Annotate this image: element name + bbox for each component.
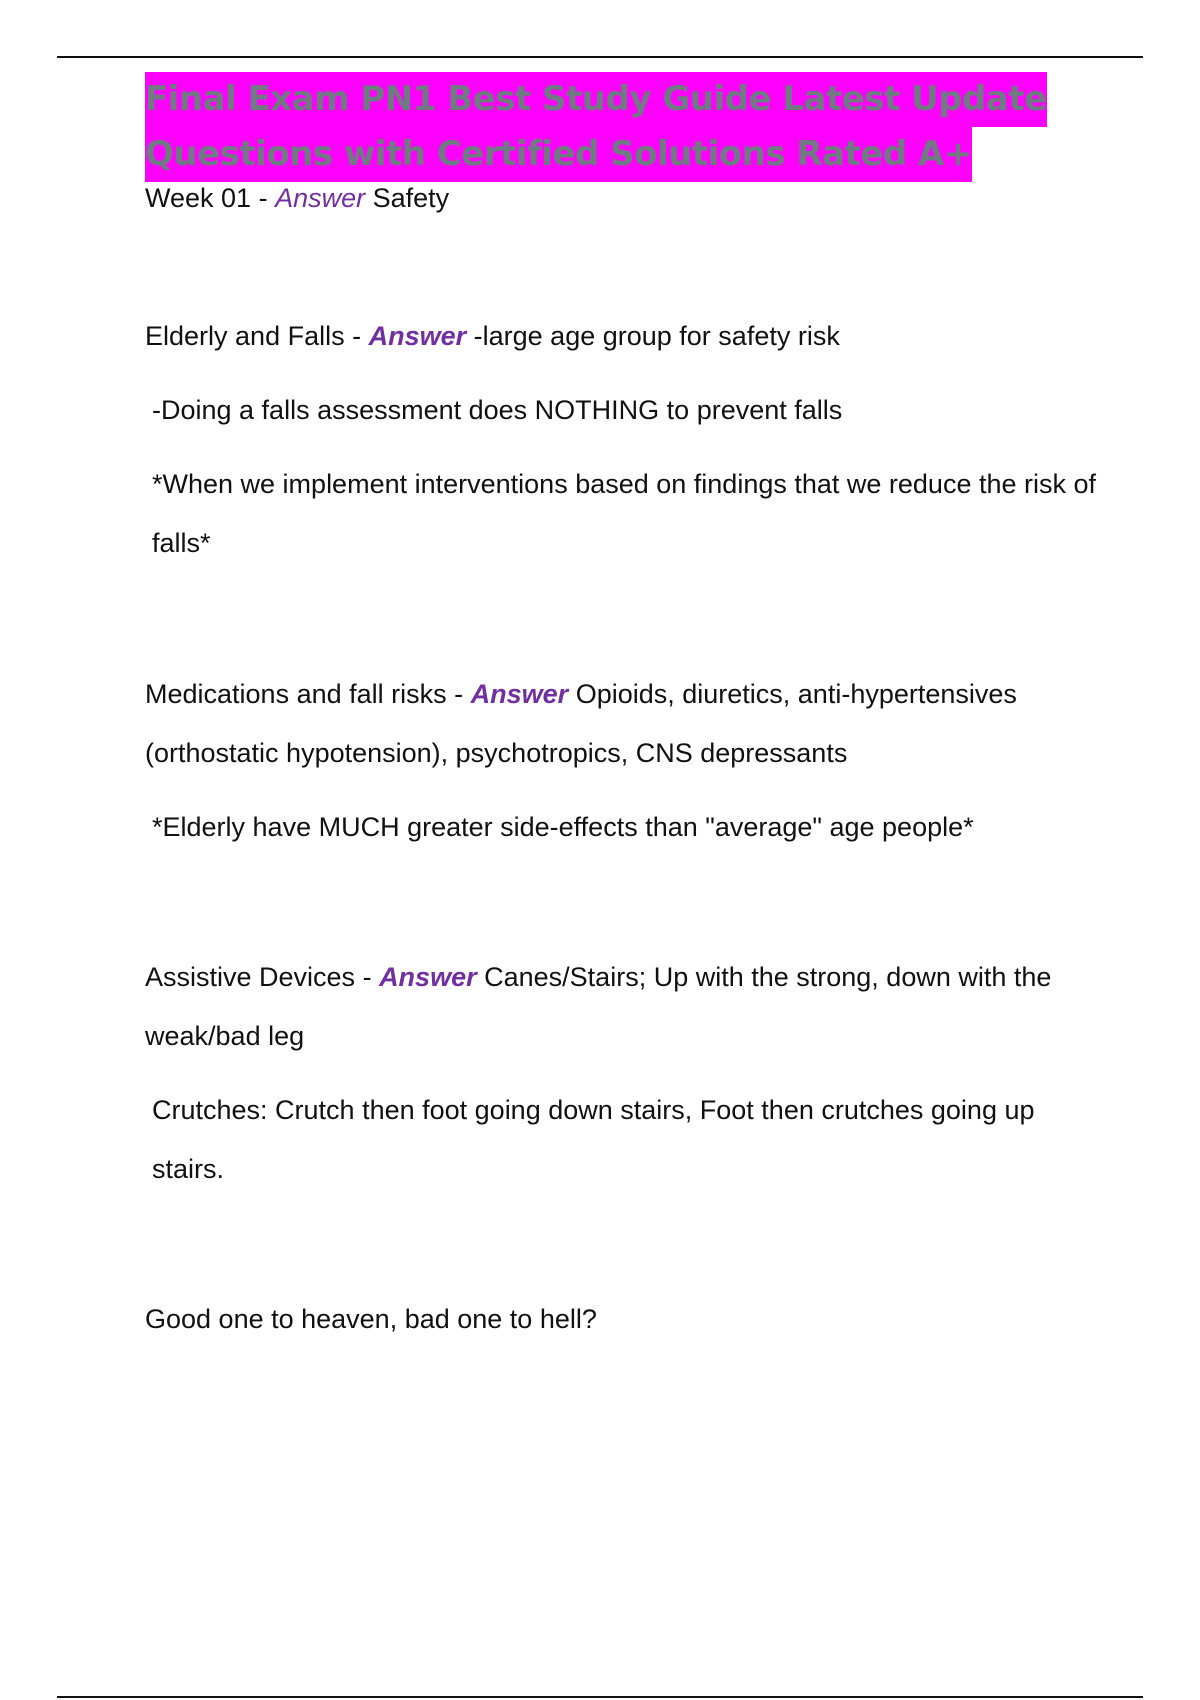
week-term: Week 01	[145, 183, 252, 213]
entry-note: *Elderly have MUCH greater side-effects than "average" age people*	[152, 812, 974, 842]
document-title	[145, 72, 1105, 182]
qa-line: Medications and fall risks - Answer Opioids, diuretics, anti-hypertensives (orthostatic hypotension), psychotropics, CNS depressants	[145, 679, 1017, 768]
qa-line: Elderly and Falls - Answer -large age group for safety risk	[145, 321, 840, 351]
answer-label: Answer	[275, 183, 366, 213]
answer-label: Answer	[379, 962, 477, 992]
qa-entry-medications	[145, 665, 1105, 857]
week-answer: Safety	[372, 183, 450, 213]
qa-entry-assistive-devices	[145, 948, 1105, 1199]
entry-answer: Opioids, diuretics, anti-hypertensives (orthostatic hypotension), psychotropics, CNS depressants	[145, 679, 1017, 768]
week-heading: Week 01 - Answer Safety	[145, 183, 450, 213]
entry-answer: -large age group for safety risk	[473, 321, 840, 351]
closing-note: Good one to heaven, bad one to hell?	[145, 1304, 597, 1334]
entry-note: *When we implement interventions based on findings that we reduce the risk of falls*	[152, 469, 1097, 558]
document-page	[145, 72, 1105, 1349]
entry-answer: Canes/Stairs; Up with the strong, down with the weak/bad leg	[145, 962, 1052, 1051]
title-line-1: Final Exam PN1 Best Study Guide Latest Update	[145, 72, 1047, 127]
title-line-2: Questions with Certified Solutions Rated A+	[145, 127, 972, 182]
entry-note: -Doing a falls assessment does NOTHING to prevent falls	[152, 395, 843, 425]
entry-note: Crutches: Crutch then foot going down stairs, Foot then crutches going up stairs.	[152, 1095, 1035, 1184]
answer-label: Answer	[368, 321, 467, 351]
footer-rule	[57, 1696, 1143, 1698]
qa-entry-elderly-falls	[145, 307, 1105, 573]
entry-term: Elderly and Falls	[145, 321, 345, 351]
entry-term: Assistive Devices	[145, 962, 356, 992]
entry-term: Medications and fall risks	[145, 679, 447, 709]
answer-label: Answer	[470, 679, 569, 709]
qa-line: Assistive Devices - Answer Canes/Stairs; Up with the strong, down with the weak/bad leg	[145, 962, 1052, 1051]
header-rule	[57, 56, 1143, 58]
